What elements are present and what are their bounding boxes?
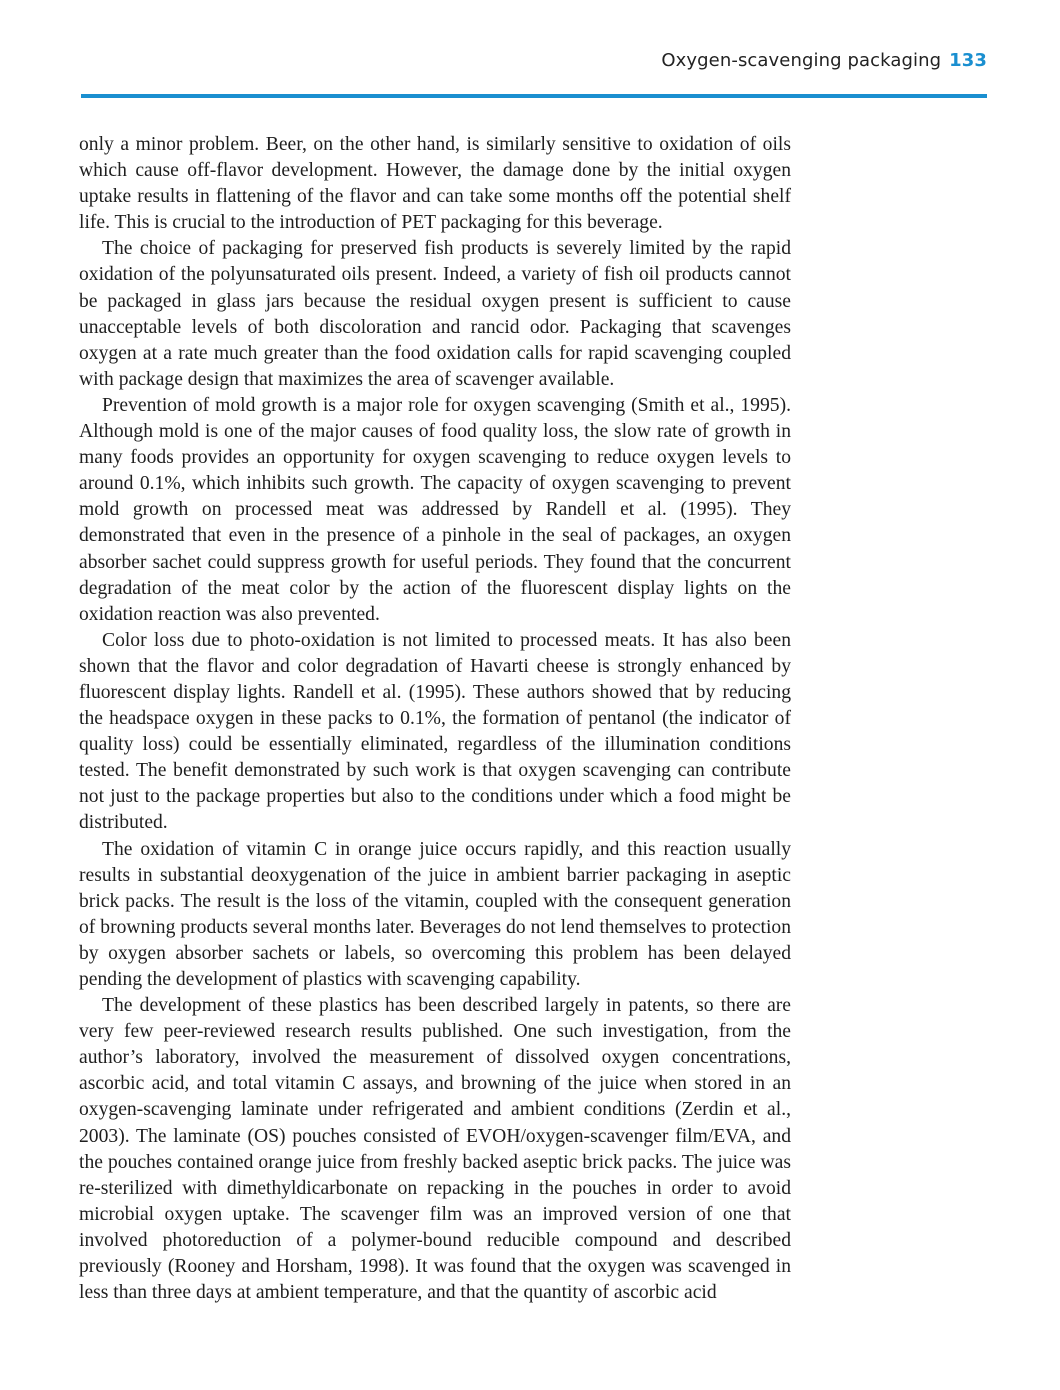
body-text [79,132,791,1306]
running-title: Oxygen-scavenging packaging [661,50,942,71]
paragraph-5: The oxidation of vitamin C in orange juice occurs rapidly, and this reaction usually results in substantial deoxygenation of the juice in ambient barrier packaging in aseptic brick packs. The result is the loss of the vitamin, coupled with the consequent generation of browning products several months later. Beverages do not lend themselves to protection by oxygen absorber sachets or labels, so overcoming this problem has been delayed pending the development of plastics with scavenging capability. [79,838,791,990]
header-rule [81,94,987,98]
running-header [661,50,987,71]
paragraph-4: Color loss due to photo-oxidation is not limited to processed meats. It has also been shown that the flavor and color degradation of Havarti cheese is strongly enhanced by fluorescent display lights. Randell et al. (1995). These authors showed that by reducing the headspace oxygen in these packs to 0.1%, the formation of pentanol (the indicator of quality loss) could be essentially eliminated, regardless of the illumination conditions tested. The benefit demonstrated by such work is that oxygen scavenging can contribute not just to the package properties but also to the conditions under which a food might be distributed. [79,629,791,834]
paragraph-6: The development of these plastics has been described largely in patents, so there are very few peer-reviewed research results published. One such investigation, from the author’s laboratory, involved the measurement of dissolved oxygen concentrations, ascorbic acid, and total vitamin C assays, and browning of the juice when stored in an oxygen-scavenging laminate under refrigerated and ambient conditions (Zerdin et al., 2003). The laminate (OS) pouches consisted of EVOH/oxygen-scavenger film/EVA, and the pouches contained orange juice from freshly backed aseptic brick packs. The juice was re-sterilized with dimethyldicarbonate on repacking in the pouches in order to avoid microbial oxygen uptake. The scavenger film was an improved version of one that involved photoreduction of a polymer-bound reducible compound and described previously (Rooney and Horsham, 1998). It was found that the oxygen was scavenged in less than three days at ambient temperature, and that the quantity of ascorbic acid [79,995,791,1304]
paragraph-3: Prevention of mold growth is a major role for oxygen scavenging (Smith et al., 1995). Although mold is one of the major causes of food quality loss, the slow rate of growth in many foods provides an opportunity for oxygen scavenging to reduce oxygen levels to around 0.1%, which inhibits such growth. The capacity of oxygen scavenging to prevent mold growth on processed meat was addressed by Randell et al. (1995). They demonstrated that even in the presence of a pinhole in the seal of packages, an oxygen absorber sachet could suppress growth for useful periods. They found that the concurrent degradation of the meat color by the action of the fluorescent display lights on the oxidation reaction was also prevented. [79,394,791,625]
page-number: 133 [949,50,987,71]
paragraph-1: only a minor problem. Beer, on the other hand, is similarly sensitive to oxidation of oils which cause off-flavor development. However, the damage done by the initial oxygen uptake results in flattening of the flavor and can take some months off the potential shelf life. This is crucial to the introduction of PET packaging for this beverage. [79,134,791,234]
paragraph-2: The choice of packaging for preserved fish products is severely limited by the rapid oxidation of the polyunsaturated oils present. Indeed, a variety of fish oil products cannot be packaged in glass jars because the residual oxygen present is sufficient to cause unacceptable levels of both discoloration and rancid odor. Packaging that scavenges oxygen at a rate much greater than the food oxidation calls for rapid scavenging coupled with package design that maximizes the area of scavenger available. [79,238,791,390]
